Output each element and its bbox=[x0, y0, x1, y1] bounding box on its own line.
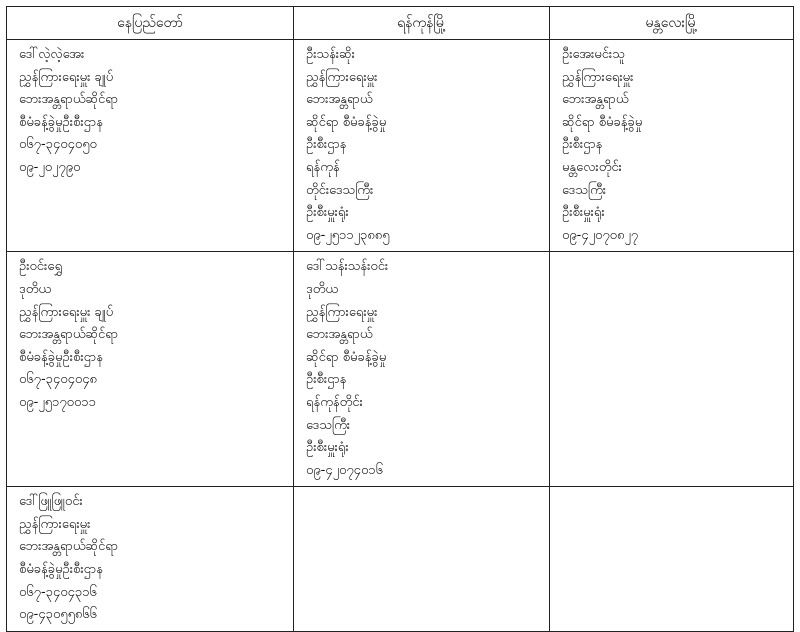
contact-line: ဒေါ်သန်းသန်းဝင်း bbox=[306, 259, 389, 275]
contact-cell bbox=[7, 487, 294, 632]
contact-line: ဆိုင်ရာ စီမံခန့်ခွဲမှု bbox=[306, 114, 387, 130]
contact-line: ဆိုင်ရာ စီမံခန့်ခွဲမှု bbox=[562, 114, 643, 130]
contact-cell bbox=[7, 40, 294, 252]
contact-line: ၀၆၇-၃၄၀၄၃၁၆ bbox=[19, 584, 97, 600]
contact-line: ဆိုင်ရာ စီမံခန့်ခွဲမှု bbox=[306, 349, 387, 365]
contact-line: ဘေးအန္တရာယ်ဆိုင်ရာ bbox=[19, 327, 119, 343]
contact-line: ဦးဝင်းရွှေ bbox=[19, 259, 63, 275]
contact-line: ၀၉-၄၂၀၇၄၀၁၆ bbox=[306, 462, 383, 478]
contact-line: ဒေါ်လဲ့လဲ့အေး bbox=[19, 47, 85, 62]
contact-line: ဦးအေးမင်းသူ bbox=[562, 47, 625, 62]
contact-line: ဒုတိယ bbox=[19, 281, 52, 297]
contact-line: ညွှန်ကြားရေးမှူး bbox=[562, 69, 634, 85]
contact-line: စီမံခန့်ခွဲမှုဦးစီးဌာန bbox=[19, 349, 103, 365]
contact-line: ၀၉-၂၀၂၇၉၀ bbox=[19, 159, 81, 175]
contact-line: ဦးစီးမှူးရုံး bbox=[306, 440, 349, 456]
table-row bbox=[7, 252, 794, 487]
header-yangon: ရန်ကုန်မြို့ bbox=[294, 7, 550, 40]
contact-line: ညွှန်ကြားရေးမှူး bbox=[306, 304, 378, 320]
contact-line: ဒေသကြီး bbox=[306, 417, 351, 433]
contact-line: ညွှန်ကြားရေးမှူး ချုပ် bbox=[19, 69, 114, 85]
header-row bbox=[7, 7, 794, 40]
empty-cell bbox=[294, 487, 550, 632]
contact-line: ရန်ကုန်တိုင်း bbox=[306, 394, 363, 410]
contact-cell bbox=[294, 252, 550, 487]
contact-line: ၀၉-၄၂၀၇၀၈၂၇ bbox=[562, 227, 639, 243]
contacts-table bbox=[6, 6, 794, 632]
contact-cell bbox=[550, 40, 794, 252]
contact-line: ဒေါ်ဖြူဖြူဝင်း bbox=[19, 494, 83, 510]
contact-line: ၀၆၇-၃၄၀၄၀၅၀ bbox=[19, 137, 97, 153]
empty-cell bbox=[550, 252, 794, 487]
contact-line: ဘေးအန္တရာယ်ဆိုင်ရာ bbox=[19, 92, 119, 108]
contact-cell bbox=[294, 40, 550, 252]
contact-line: ညွှန်ကြားရေးမှူး bbox=[306, 69, 378, 85]
contact-line: မန္တလေးတိုင်း bbox=[562, 159, 622, 175]
contact-line: ဦးစီးဌာန bbox=[562, 137, 603, 153]
contact-line: ဦးစီးမှူးရုံး bbox=[306, 205, 349, 221]
contact-line: ညွှန်ကြားရေးမှူး bbox=[19, 516, 91, 532]
contact-line: ဦးသန်းဆိုး bbox=[306, 47, 355, 62]
contact-line: ဘေးအန္တရာယ်ဆိုင်ရာ bbox=[19, 539, 119, 555]
contact-line: စီမံခန့်ခွဲမှုဦးစီးဌာန bbox=[19, 562, 103, 578]
empty-cell bbox=[550, 487, 794, 632]
contact-line: ၀၆၇-၃၄၀၄၀၄၈ bbox=[19, 372, 97, 388]
table-row bbox=[7, 40, 794, 252]
contact-line: ဦးစီးဌာန bbox=[306, 372, 347, 388]
contact-line: ဦးစီးမှူးရုံး bbox=[562, 205, 605, 221]
contact-line: ၀၉-၄၃၀၅၅၈၆၆ bbox=[19, 607, 97, 623]
contact-line: ဘေးအန္တရာယ် bbox=[306, 327, 373, 343]
contact-line: စီမံခန့်ခွဲမှုဦးစီးဌာန bbox=[19, 114, 103, 130]
contact-line: ဘေးအန္တရာယ် bbox=[306, 92, 373, 108]
header-mandalay: မန္တလေးမြို့ bbox=[550, 7, 794, 40]
contact-line: ဦးစီးဌာန bbox=[306, 137, 347, 153]
contact-line: တိုင်းဒေသကြီး bbox=[306, 182, 374, 198]
contact-line: ရန်ကုန် bbox=[306, 159, 340, 175]
table-row bbox=[7, 487, 794, 632]
contact-line: ဘေးအန္တရာယ် bbox=[562, 92, 629, 108]
contact-line: ဒုတိယ bbox=[306, 281, 339, 297]
header-naypyitaw: နေပြည်တော် bbox=[7, 7, 294, 40]
contact-line: ၀၉-၂၅၁၁၂၃၈၈၅ bbox=[306, 227, 390, 243]
contact-line: ၀၉-၂၅၁၇၀၀၁၁ bbox=[19, 394, 96, 410]
contact-line: ညွှန်ကြားရေးမှူး ချုပ် bbox=[19, 304, 114, 320]
contact-cell bbox=[7, 252, 294, 487]
contact-line: ဒေသကြီး bbox=[562, 182, 607, 198]
